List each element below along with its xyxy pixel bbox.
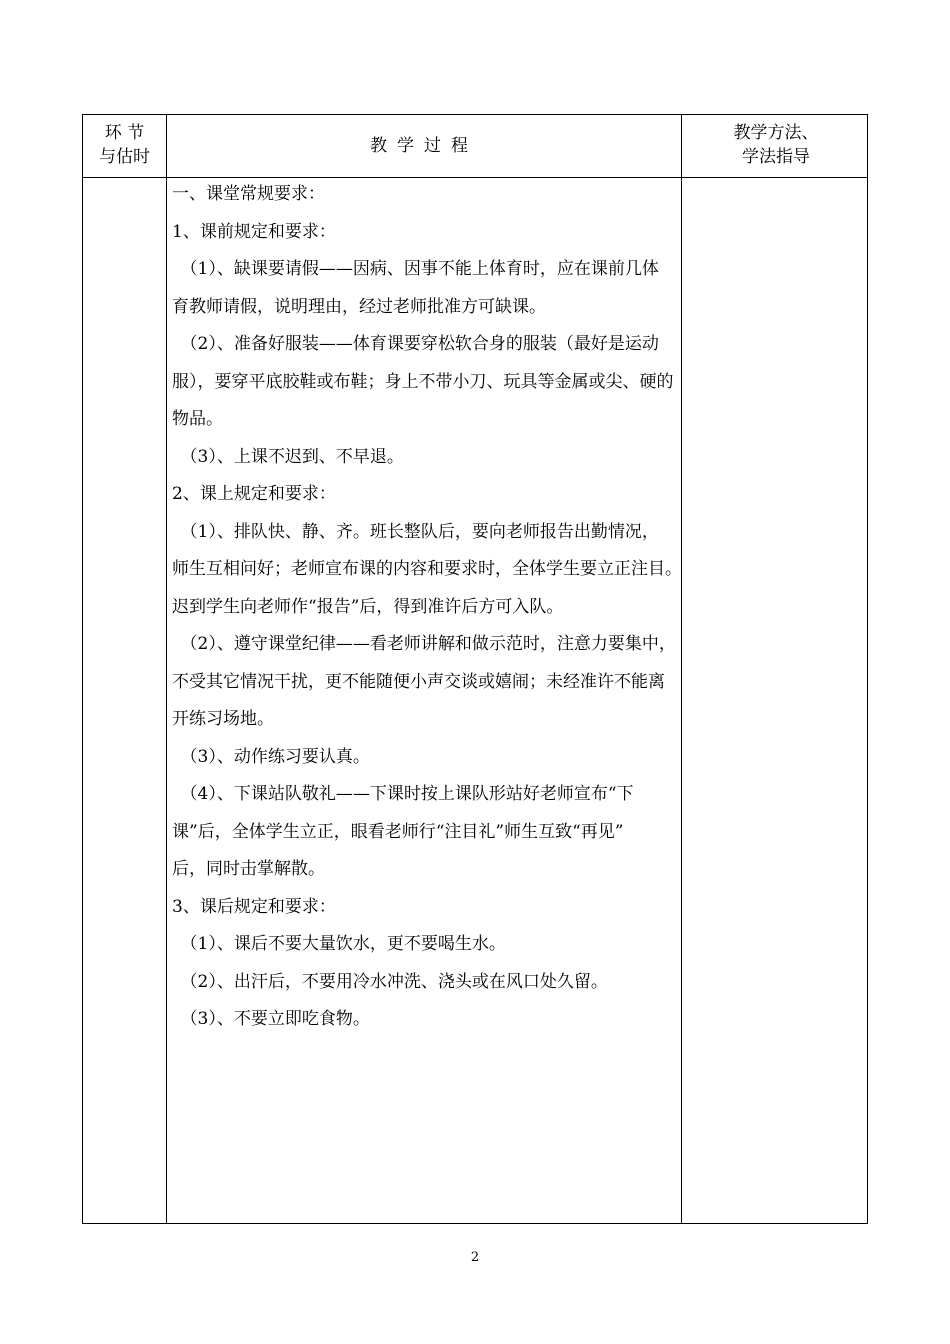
header-stage-time (83, 121, 166, 169)
content-line: 课”后，全体学生立正，眼看老师行“注目礼”师生互致“再见” (172, 821, 624, 842)
content-line: 服），要穿平底胶鞋或布鞋；身上不带小刀、玩具等金属或尖、硬的 (172, 371, 674, 392)
content-line: 物品。 (172, 409, 223, 429)
content-line: （1）、排队快、静、齐。班长整队后，要向老师报告出勤情况， (172, 521, 659, 542)
content-line: （3）、不要立即吃食物。 (172, 1009, 370, 1029)
content-line: （1）、课后不要大量饮水，更不要喝生水。 (172, 934, 506, 954)
content-line: 3、课后规定和要求： (172, 896, 336, 917)
header-time-label: 与估时 (99, 147, 150, 167)
content-line: 迟到学生向老师作“报告”后，得到准许后方可入队。 (172, 596, 564, 617)
content-line: （3）、动作练习要认真。 (172, 746, 370, 767)
header-guidance-label: 学法指导 (742, 147, 810, 167)
header-method-guidance (683, 121, 869, 169)
content-line: 后，同时击掌解散。 (172, 859, 325, 879)
content-line: （2）、遵守课堂纪律——看老师讲解和做示范时，注意力要集中， (172, 634, 676, 654)
teaching-process-content (172, 176, 742, 1039)
header-method-label: 教学方法、 (733, 123, 819, 143)
page-number: 2 (470, 1250, 480, 1265)
content-line: （2）、出汗后，不要用冷水冲洗、浇头或在风口处久留。 (172, 971, 608, 992)
content-line: （4）、下课站队敬礼——下课时按上课队形站好老师宣布“下 (172, 784, 634, 804)
header-stage-label: 环 节 (104, 123, 145, 143)
header-teaching-process: 教学过程 (370, 136, 478, 156)
column-divider-1 (166, 115, 167, 1223)
content-line: 2、课上规定和要求： (172, 484, 336, 504)
content-line: 开练习场地。 (172, 709, 274, 729)
content-line: （3）、上课不迟到、不早退。 (172, 446, 404, 467)
content-line: 1、课前规定和要求： (172, 221, 336, 242)
content-line: 师生互相问好；老师宣布课的内容和要求时，全体学生要立正注目。 (172, 559, 682, 579)
content-line: （1）、缺课要请假——因病、因事不能上体育时，应在课前几体 (172, 259, 659, 279)
content-line: 一、课堂常规要求： (172, 184, 325, 204)
content-line: （2）、准备好服装——体育课要穿松软合身的服装（最好是运动 (172, 334, 659, 354)
content-line: 不受其它情况干扰，更不能随便小声交谈或嬉闹；未经准许不能离 (172, 671, 665, 692)
content-line: 育教师请假，说明理由，经过老师批准方可缺课。 (172, 296, 546, 317)
